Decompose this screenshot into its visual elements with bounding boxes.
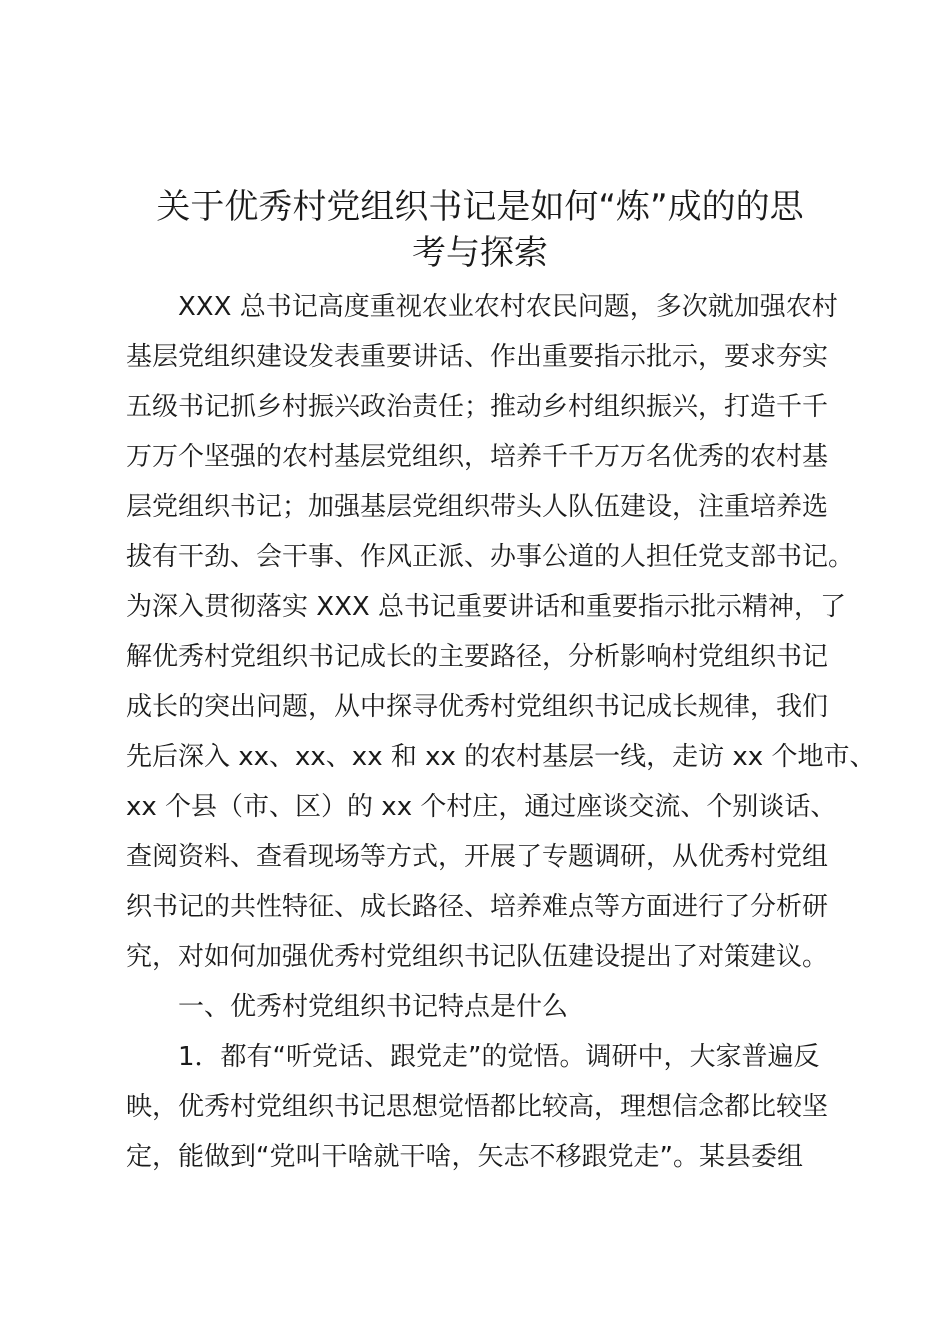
document-title (110, 184, 850, 276)
section-heading: 一、优秀村党组织书记特点是什么 (178, 992, 569, 1022)
paragraph-line: 五级书记抓乡村振兴政治责任；推动乡村组织振兴，打造千千 (126, 392, 829, 422)
paragraph-line: xx 个县（市、区）的 xx 个村庄，通过座谈交流、个别谈话、 (126, 792, 837, 822)
paragraph-line: XXX 总书记高度重视农业农村农民问题，多次就加强农村 (178, 292, 838, 322)
paragraph-line: 万万个坚强的农村基层党组织，培养千千万万名优秀的农村基 (126, 442, 829, 472)
paragraph-line: 映，优秀村党组织书记思想觉悟都比较高，理想信念都比较坚 (126, 1092, 829, 1122)
paragraph-line: 为深入贯彻落实 XXX 总书记重要讲话和重要指示批示精神，了 (126, 592, 846, 622)
paragraph-line: 解优秀村党组织书记成长的主要路径，分析影响村党组织书记 (126, 642, 829, 672)
paragraph-line: 究，对如何加强优秀村党组织书记队伍建设提出了对策建议。 (126, 942, 829, 972)
paragraph-line: 定，能做到“党叫干啥就干啥，矢志不移跟党走”。某县委组 (126, 1142, 803, 1172)
paragraph-line: 成长的突出问题，从中探寻优秀村党组织书记成长规律，我们 (126, 692, 829, 722)
paragraph-line: 基层党组织建设发表重要讲话、作出重要指示批示，要求夯实 (126, 342, 829, 372)
paragraph-line: 织书记的共性特征、成长路径、培养难点等方面进行了分析研 (126, 892, 829, 922)
paragraph-line: 层党组织书记；加强基层党组织带头人队伍建设，注重培养选 (126, 492, 829, 522)
paragraph-line: 1．都有“听党话、跟党走”的觉悟。调研中，大家普遍反 (178, 1042, 820, 1072)
document-body (126, 282, 876, 1182)
paragraph-line: 查阅资料、查看现场等方式，开展了专题调研，从优秀村党组 (126, 842, 829, 872)
paragraph-line: 拔有干劲、会干事、作风正派、办事公道的人担任党支部书记。 (126, 542, 855, 572)
title-line-2: 考与探索 (412, 233, 548, 273)
title-line-1: 关于优秀村党组织书记是如何“炼”成的的思 (156, 187, 804, 227)
paragraph-line: 先后深入 xx、xx、xx 和 xx 的农村基层一线，走访 xx 个地市、 (126, 742, 876, 772)
